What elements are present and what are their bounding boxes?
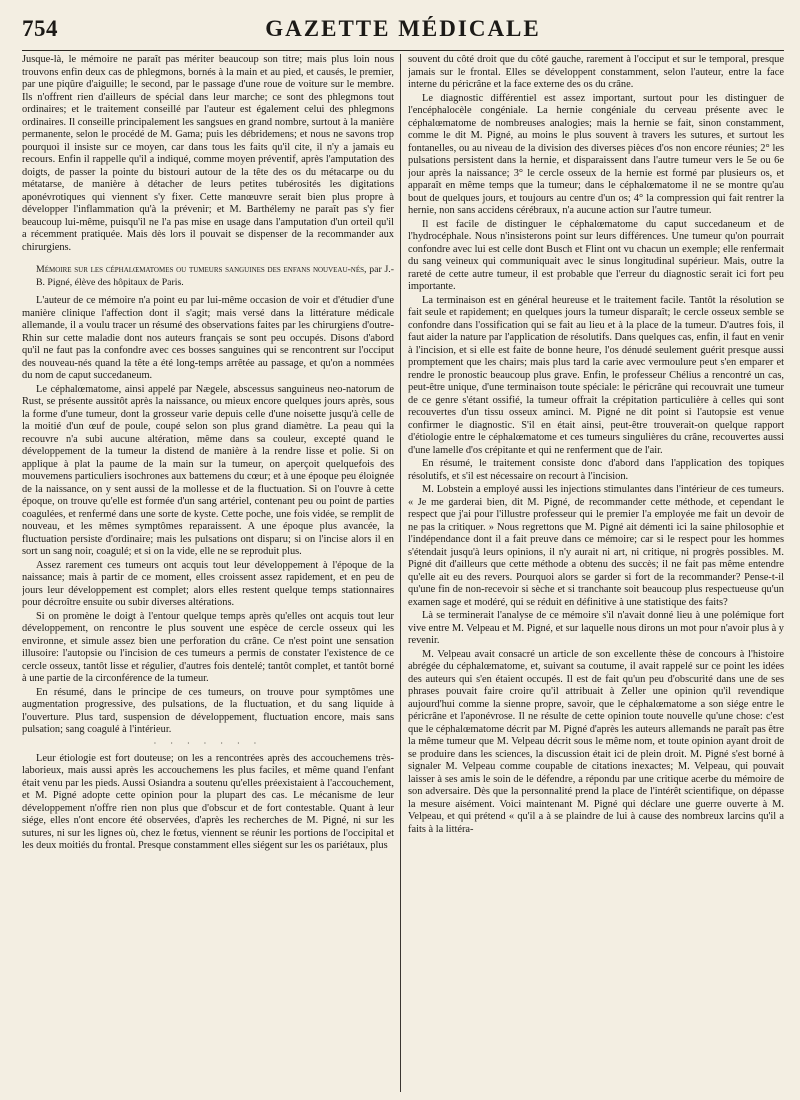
text-columns	[22, 54, 784, 1092]
paragraph: Leur étiologie est fort douteuse; on les a rencontrées après des accouchemens très-laborieux, mais aussi après les accouchemens les plus faciles, et même quand l'enfant était venu par les pieds. Aussi Osiandra a soutenu qu'elles préexistaient à l'accouchement, et M. Pigné adopte cette opinion pour la plupart des cas. Le mécanisme de leur développement n'offre rien non plus que d'obscur et de fort contestable. Quant à leur siége, elles n'ont encore été observées, d'après les recherches de M. Pigné, ni sur les sutures, ni sur les lignes où, chez le fœtus, viennent se réunir les portions de l'occipital et les deux moitiés du frontal. Presque constamment elles siégent sur les os pariétaux, plus	[22, 752, 394, 851]
running-title: GAZETTE MÉDICALE	[265, 16, 541, 41]
review-heading	[22, 264, 394, 289]
paragraph: En résumé, dans le principe de ces tumeurs, on trouve pour symptômes une augmentation progressive, des pulsations, de la fluctuation, et du sang liquide à l'ouverture. Plus tard, suspension de développement, fluctuation encore, mais sans pulsation; sang coagulé à l'intérieur.	[22, 686, 394, 735]
page-header	[22, 14, 784, 51]
review-heading-author: , par J.-B. Pigné, élève des hôpitaux de Paris.	[36, 264, 394, 288]
paragraph: Le diagnostic différentiel est assez important, surtout pour les distinguer de l'encéphalocèle congéniale. La hernie congéniale du cerveau présente avec le céphalœmatome de nombreuses analogies; mais la hernie se fait, sinon constamment, comme le dit M. Pigné, au moins le plus souvent à travers les sutures, et surtout les fontanelles, ou au niveau de la division des diverses pièces d'os non encore réunies; 2° les pulsations persistent dans la hernie, et disparaissent dans l'autre tumeur vers le 5e ou 6e jour après la naissance; 3° le cercle osseux de la hernie est formé par plusieurs os, et apparaît en même temps que la tumeur; dans le céphalœmatome il ne se montre qu'au bout de quelques jours, et toujours au centre d'un os; 4° la compression qui fait rentrer la hernie, non sans accidens cérébraux, n'a aucune action sur l'autre tumeur.	[408, 92, 784, 216]
paragraph: En résumé, le traitement consiste donc d'abord dans l'application des topiques résolutifs, et s'il est nécessaire on recourt à l'incision.	[408, 458, 784, 482]
right-column	[408, 54, 784, 1092]
paragraph: Là se terminerait l'analyse de ce mémoire s'il n'avait donné lieu à une polémique fort vive entre M. Velpeau et M. Pigné, et sur laquelle nous dirons un mot pour n'avoir plus à y revenir.	[408, 610, 784, 646]
paragraph: Il est facile de distinguer le céphalœmatome du caput succedaneum et de l'hydrocéphale. Nous n'insisterons point sur leurs différences. Une tumeur qu'on pourrait confondre avec lui est celle dont Busch et Flint ont vu chacun un exemple; elle renfermait du sang veineux qui communiquait avec le sinus longitudinal supérieur. Mais, outre la rareté de cette autre tumeur, il est probable que l'erreur du diagnostic serait ici fort peu importante.	[408, 218, 784, 292]
column-rule	[400, 54, 401, 1092]
paragraph: Si on promène le doigt à l'entour quelque temps après qu'elles ont acquis tout leur développement, on rencontre le plus souvent une espèce de cercle osseux qui les environne, et simule assez bien une perforation du crâne. Ce n'est point une sensation illusoire: l'autopsie ou l'incision de ces tumeurs a permis de constater l'existence de ce cercle osseux, tantôt lisse et régulier, d'autres fois dentelé; tantôt complet, et tantôt borné à une partie de la circonférence de la tumeur.	[22, 610, 394, 684]
section-separator: · · · · · · ·	[153, 738, 263, 748]
paragraph: souvent du côté droit que du côté gauche, rarement à l'occiput et sur le temporal, presque jamais sur le frontal. Elles se développent constamment, selon l'auteur, entre la face interne du péricrâne et la face externe des os du crâne.	[408, 54, 784, 90]
paragraph: L'auteur de ce mémoire n'a point eu par lui-même occasion de voir et d'étudier d'une manière clinique l'affection dont il s'agit; mais versé dans la littérature médicale allemande, il a voulu tracer un résumé des observations faites par les chirurgiens d'outre-Rhin sur cette maladie dont nos auteurs français se sont peu occupés. Disons d'abord qu'il ne faut pas la confondre avec ces bosses sanguines qui se rencontrent sur l'occiput des nouveau-nés quand la tête a été long-temps arrêtée au passage, et qu'on a nommées du nom de caput succedaneum.	[22, 295, 394, 381]
review-heading-title: Mémoire sur les céphalœmatomes ou tumeurs sanguines des enfans nouveau-nés	[36, 264, 365, 275]
page-number: 754	[22, 16, 58, 41]
paragraph: Jusque-là, le mémoire ne paraît pas mériter beaucoup son titre; mais plus loin nous trouvons enfin deux cas de phlegmons, bornés à la main et au pied, et causés, le premier, par une piqûre d'aiguille; le second, par le passage d'une roue de voiture sur le membre. Ils n'offrent rien d'ailleurs de spécial dans leur marche; ce sont des phlegmons tout ordinaires; et le traitement conseillé par l'auteur est également celui des phlegmons ordinaires. Il conseille principalement les sangsues en grand nombre, surtout à la manière permanente, selon le procédé de M. Gama; puis les débridemens; et nous ne savons trop pourquoi il insiste sur ce moyen, car dans tous les faits qu'il cite, il n'y a jamais eu recours. Enfin il rappelle qu'il a indiqué, comme moyen préventif, après l'amputation des doigts, de passer la pointe du bistouri autour de la tête des os du métacarpe ou du métatarse, de manière à détacher de leurs petites tubérosités les digitations aponévrotiques qui viennent s'y fixer. Cette manœuvre serait bien plus propre à développer l'inflammation qu'à la prévenir; et M. Barthélemy ne paraît pas s'y fier beaucoup lui-même, puisqu'il ne l'a pas mise en usage dans l'amputation d'un orteil qu'il a récemment pratiquée. Mais dès lors il pouvait se dispenser de la recommander aux chirurgiens.	[22, 54, 394, 253]
paragraph: La terminaison est en général heureuse et le traitement facile. Tantôt la résolution se fait seule et rapidement; en quelques jours la tumeur disparaît; le cercle osseux semble se confondre dans l'ossification qui se fait au lieu et à la place de la tumeur. D'autres fois, il faut aider la nature par l'application de résolutifs. Dans quelques cas, enfin, il faut en venir à l'incision, et si elle est faite de bonne heure, l'os dénudé seulement guérit presque aussi promptement que les chairs; mais plus tard la carie avec vermoulure peut s'en emparer et rendre le pronostic beaucoup plus grave. Enfin, le professeur Chélius a rencontré un cas, peut-être unique, d'une terminaison toute spéciale: le péricrâne qui recouvrait une tumeur de ce genre s'étant ossifié, la tumeur offrait la crépitation particulière à celles qui sont recouvertes d'un tissu osseux aminci. M. Pigné ne dit point si l'autopsie est venue confirmer le diagnostic. S'il en était ainsi, peut-être trouverait-on quelque rapport d'étiologie entre le céphalœmatome et ces tumeurs singulières du crâne, recouvertes aussi d'une lamelle d'os crépitante et qui ne renferment que de l'air.	[408, 294, 784, 456]
paragraph: Assez rarement ces tumeurs ont acquis tout leur développement à l'époque de la naissance; mais à partir de ce moment, elles croissent assez rapidement, et en peu de jours leur développement est complet; alors elles restent quelque temps stationnaires pour décroître ensuite ou subir diverses altérations.	[22, 559, 394, 608]
left-column	[22, 54, 394, 1092]
paragraph: M. Lobstein a employé aussi les injections stimulantes dans l'intérieur de ces tumeurs. « Je me garderai bien, dit M. Pigné, de recommander cette méthode, et cependant le respect que j'ai pour l'illustre professeur qui le premier l'a employée me fait un devoir de ne pas la critiquer. » Nous regrettons que M. Pigné ait démenti ici la saine philosophie et l'indépendance dont il a fait preuve dans ce mémoire; car si le respect pour les hommes s'étendait jusqu'à leurs opinions, il n'y aurait ni art, ni critique, ni progrès possibles. M. Pigné dit d'ailleurs que cette méthode a obtenu des succès; il ne fait pas même entendre qu'elle ait eu des revers. Pourquoi alors se garder si fort de la recommander? Pense-t-il qu'une fin de non-recevoir si sèche et si tranchante soit beaucoup plus respectueuse qu'un examen sage et modéré, qui se réduit en définitive à une statistique des faits?	[408, 484, 784, 608]
paragraph: Le céphalœmatome, ainsi appelé par Nægele, abscessus sanguineus neo-natorum de Rust, se présente aussitôt après la naissance, ou mieux encore quelques jours après, sous la forme d'une tumeur, dont la grosseur varie depuis celle d'une noisette jusqu'à celle de la moitié d'un œuf de poule, coupé selon son plus grand diamètre. La peau qui la recouvre n'a subi aucune altération, même dans sa couleur, excepté quand le développement de la tumeur la distend de manière à la rendre lisse et polie. Si on applique à plat la paume de la main sur la tumeur, on aperçoit quelquefois des mouvemens particuliers isochrones aux battemens du cœur; et à une époque peu éloignée de la naissance, on y sent aussi de la mollesse et de la fluctuation. Si on l'ouvre à cette époque, on trouve qu'elle est formée d'un sang artériel, contenant peu ou point de parties coagulées, et renfermé dans une sorte de kyste. Cette poche, une fois vidée, se remplit de nouveau, et les mêmes symptômes reparaissent. A une époque plus avancée, la fluctuation persiste d'ordinaire; mais les pulsations ont disparu; si on l'incise alors il en sort un sang noir, coagulé; et si on la vide, elle ne se reproduit plus.	[22, 383, 394, 557]
paragraph: M. Velpeau avait consacré un article de son excellente thèse de concours à l'histoire abrégée du céphalœmatome, et, suivant sa coutume, il avait rappelé sur ce point les idées des auteurs qui s'en étaient occupés. Il est de fait qu'un peu d'obscurité dans une de ses phrases pouvait faire croire qu'il attribuait à Zeller une opinion qu'il revendique aujourd'hui comme la sienne propre, savoir, que le céphalœmatome a son siége entre le péricrâne et l'aponévrose. Il ne résulte de cette opinion toute nouvelle qu'une chose: c'est que le céphalœmatome décrit par M. Pigné d'après les auteurs allemands ne paraît pas être la même tumeur que M. Velpeau décrit sous le même nom, et toute opinion ayant droit de se produire dans les sciences, la discussion était ici de plein droit. M. Pigné s'est borné à signaler M. Velpeau comme coupable de citations inexactes; M. Velpeau, qui pouvait laisser à ses amis le soin de le défendre, a répondu par une critique acerbe du mémoire de son adversaire. Dès que la personnalité prend la place de l'intérêt scientifique, on dépasse la mesure aisément. Voici maintenant M. Pigné qui déclare une guerre ouverte à M. Velpeau, et qui prétend « qu'il a à se plaindre de lui à cause des nombreux larcins qu'il a faits à la littéra-	[408, 648, 784, 835]
